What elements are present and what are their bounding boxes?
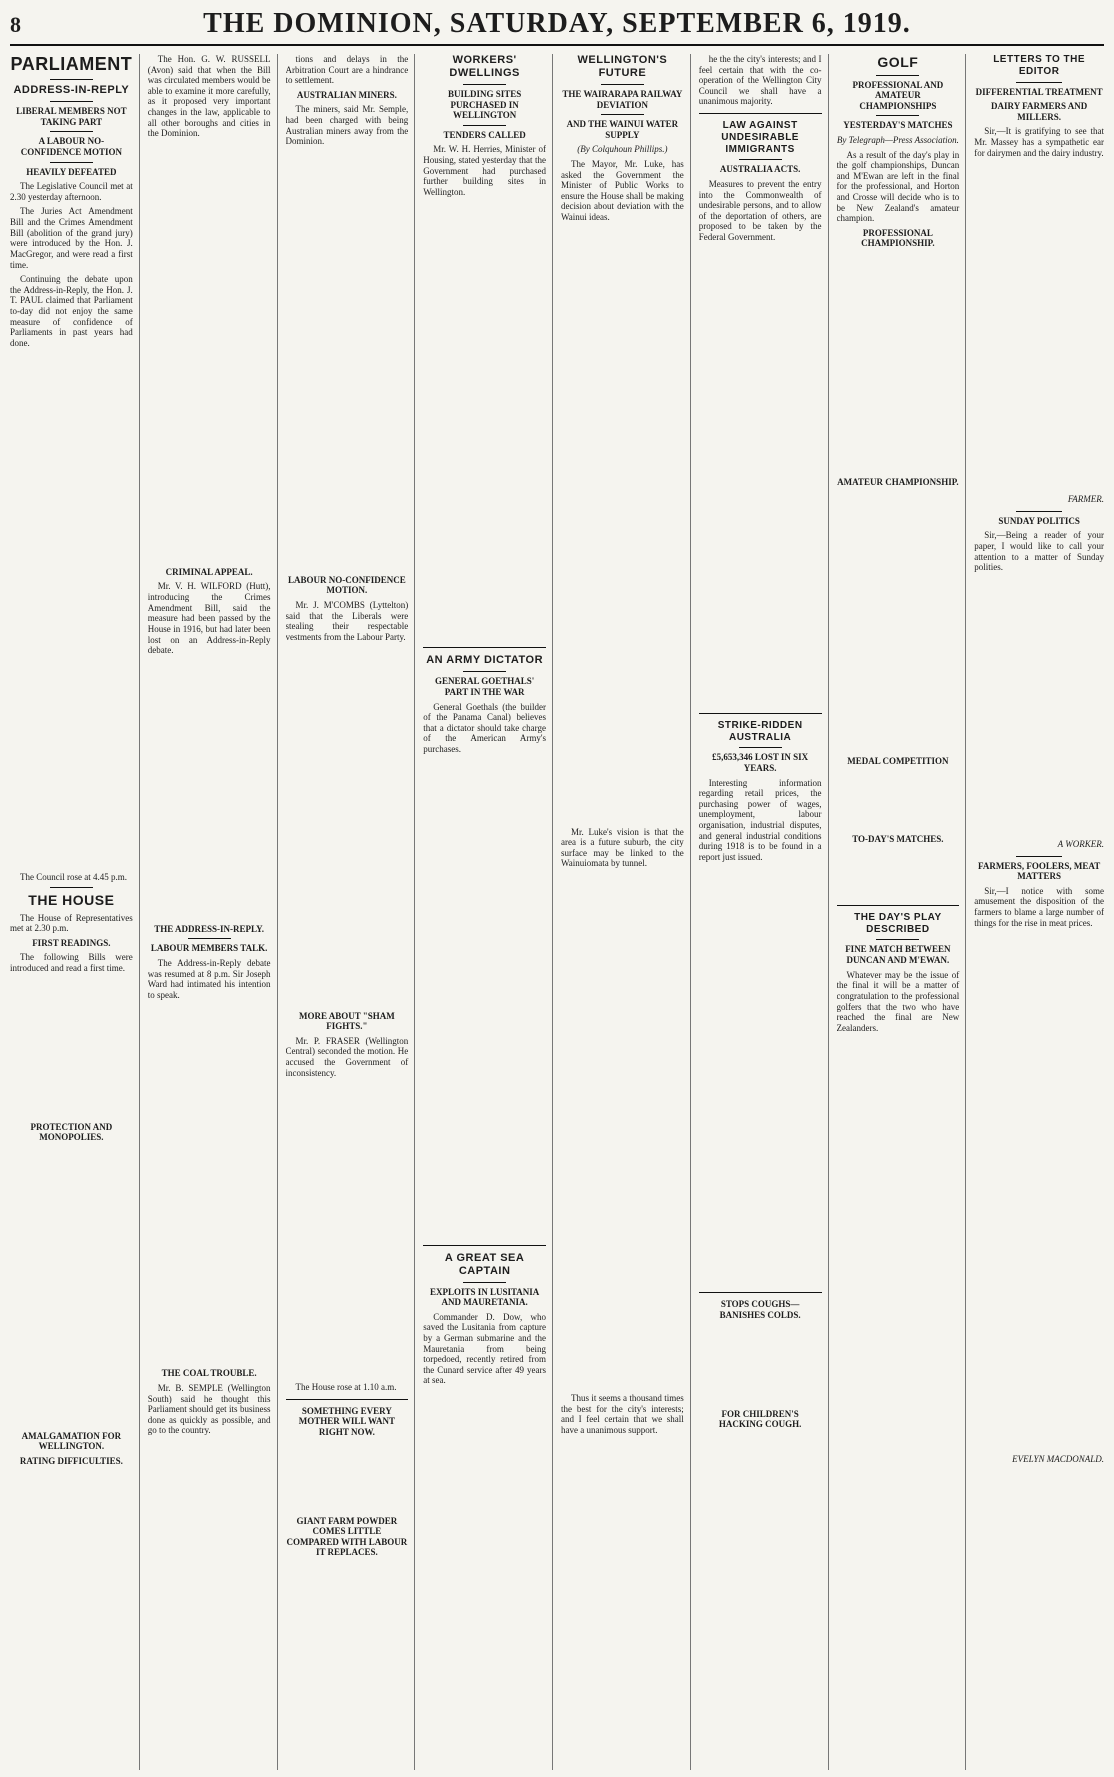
text-body-block [699,247,822,707]
text-body-block [561,873,684,1393]
article-paragraph: Mr. J. M'COMBS (Lyttelton) said that the Liberals were stealing their respectable vestments from the Labour Party. [285,600,409,642]
text-body-block [699,866,822,1286]
headline-letters: LETTERS TO THE EDITOR [993,54,1086,77]
divider [50,79,93,80]
letter-paragraph: Sir,—Being a reader of your paper, I would like to call your attention to a matter of Sunday polities. [974,530,1104,573]
subhead-yesterdays-matches: YESTERDAY'S MATCHES [843,120,953,131]
headline-days-play: THE DAY'S PLAY DESCRIBED [854,911,942,935]
headline-sea-captain: A GREAT SEA CAPTAIN [444,1251,525,1277]
article-paragraph: Mr. P. FRASER (Wellington Central) seconded the motion. He accused the Government of inconsistency. [285,1035,409,1078]
divider [423,647,546,648]
text-body-block [423,759,546,1239]
section-head-farmers-foolers: FARMERS, FOOLERS, MEAT MATTERS [978,860,1101,882]
masthead [10,8,1104,46]
divider [50,131,93,132]
divider [463,671,506,672]
article-paragraph: The following Bills were introduced and read a first time. [10,952,133,973]
subhead-liberal-members: LIBERAL MEMBERS NOT TAKING PART [16,106,127,127]
subhead-fine-match: FINE MATCH BETWEEN DUNCAN AND M'EWAN. [845,944,951,966]
page-number: 8 [10,12,21,37]
section-head-coal-trouble: THE COAL TROUBLE. [161,1368,257,1379]
section-head-sunday-politics: SUNDAY POLITICS [998,515,1080,526]
section-head-protection: PROTECTION AND MONOPOLIES. [30,1121,113,1143]
text-body-block [148,660,271,920]
text-body-block [10,1147,133,1427]
divider [50,887,93,888]
divider [50,101,93,102]
article-paragraph: The Legislative Council met at 2.30 yesterday afternoon. [10,181,133,202]
headline-strike-ridden: STRIKE-RIDDEN AUSTRALIA [717,719,803,743]
section-head-address-in-reply: THE ADDRESS-IN-REPLY. [154,923,265,934]
subhead-wainui-water: AND THE WAINUI WATER SUPPLY [566,119,679,140]
text-body-block [423,201,546,641]
article-paragraph: Mr. W. H. Herries, Minister of Housing, stated yesterday that the Government had purchased further building sites in Wellington. [423,144,546,197]
article-paragraph: Commander D. Dow, who saved the Lusitania from capture by a German submarine and the Mauretania from being torpedoed, recently retired from the Cunard service after 49 years at sea. [423,1311,546,1386]
subhead-heavily-defeated: HEAVILY DEFEATED [26,166,117,177]
article-paragraph: The House rose at 1.10 a.m. [295,1382,397,1393]
article-paragraph: Measures to prevent the entry into the Commonwealth of undesirable persons, and to allow of the deportation of others, are proposed to be taken by the Federal Government. [698,179,822,243]
article-paragraph: The Council rose at 4.45 p.m. [20,872,127,883]
headline-workers-dwellings: WORKERS' DWELLINGS [449,54,520,79]
divider [463,1282,506,1283]
divider [463,125,506,126]
advertisement-heading: FOR CHILDREN'S HACKING COUGH. [718,1408,802,1430]
subhead-differential: DIFFERENTIAL TREATMENT [975,86,1103,97]
divider [876,115,919,116]
column-4 [423,54,553,1770]
divider [837,905,960,906]
article-paragraph: The Juries Act Amendment Bill and the Crimes Amendment Bill (abolition of the grand jury) were introduced by the Hon. J. MacGregor, and were read a first time. [10,206,133,270]
text-body-block [837,849,960,899]
section-head-no-confidence: LABOUR NO-CONFIDENCE MOTION. [287,574,406,596]
divider [876,75,919,76]
subhead-dairy-farmers: DAIRY FARMERS AND MILLERS. [991,101,1088,122]
headline-wellingtons-future: WELLINGTON'S FUTURE [577,54,668,79]
subhead-lost-in-six-years: £5,653,346 LOST IN SIX YEARS. [712,752,809,773]
headline-army-dictator: AN ARMY DICTATOR [426,654,544,667]
article-paragraph: The Mayor, Mr. Luke, has asked the Government the Minister of Public Works to ensure the House shall be making decision about deviation with the Wainui ideas. [561,158,684,223]
text-body-block [286,151,409,571]
columns [10,54,1104,1770]
divider [876,939,919,940]
article-paragraph: tions and delays in the Arbitration Court are a hindrance to settlement. [285,54,409,86]
text-body-block [148,143,271,563]
masthead-title: THE DOMINION, SATURDAY, SEPTEMBER 6, 1919. [203,8,911,39]
article-paragraph: Mr. V. H. WILFORD (Hutt), introducing the Crimes Amendment Bill, said the measure had been passed by the House in 1916, but had later been lost on an Address-in-Reply debate. [147,581,271,656]
article-paragraph: Thus it seems a thousand times the best for the city's interests; and I feel certain that we shall have a unanimous support. [561,1393,684,1435]
divider [463,84,506,85]
subhead-tenders: TENDERS CALLED [443,129,526,140]
letter-signature: A WORKER. [1057,838,1104,849]
section-head-professional: PROFESSIONAL CHAMPIONSHIP. [861,227,935,249]
subhead-australia-acts: AUSTRALIA ACTS. [719,164,801,175]
text-body-block [286,1442,409,1512]
advertisement-heading: STOPS COUGHS—BANISHES COLDS. [719,1299,801,1320]
column-5 [561,54,691,1770]
subhead-championships: PROFESSIONAL AND AMATEUR CHAMPIONSHIPS [852,79,944,111]
article-paragraph: Mr. B. SEMPLE (Wellington South) said he thought this Parliament should get its business done as quickly as possible, and go to the country. [147,1383,271,1436]
letter-paragraph: Sir,—It is gratifying to see that Mr. Massey has a sympathetic ear for dairymen and the dairy industry. [974,126,1104,158]
subhead-labour-motion: A LABOUR NO-CONFIDENCE MOTION [20,136,122,158]
column-2 [148,54,278,1770]
article-paragraph: Interesting information regarding retail prices, the purchasing power of wages, unemployment, labour organisation, industrial disputes, and general industrial conditions during 1918 is to be found in a report just issued. [698,777,822,862]
section-head-criminal-appeal: CRIMINAL APPEAL. [165,566,253,577]
section-head-todays-matches: TO-DAY'S MATCHES. [852,834,944,845]
text-body-block [10,978,133,1118]
text-body-block [561,227,684,827]
divider [1016,511,1061,512]
article-paragraph: Continuing the debate upon the Address-in-Reply, the Hon. J. T. PAUL claimed that Parliament to-day did not enjoy the same measure of confidence of Parliaments in past years had done. [10,274,133,348]
divider [1016,856,1061,857]
headline-address-in-reply: ADDRESS-IN-REPLY [13,84,130,97]
section-head-sham-fights: MORE ABOUT "SHAM FIGHTS." [298,1010,395,1032]
subhead-building-sites: BUILDING SITES PURCHASED IN WELLINGTON [447,88,522,121]
divider [1016,82,1061,83]
article-paragraph: The House of Representatives met at 2.30 p.m. [10,912,133,934]
divider [601,84,644,85]
article-paragraph: Whatever may be the issue of the final it will be a matter of congratulation to the professional golfers that the two who have reached the final are New Zealanders. [836,969,960,1033]
text-body-block [974,162,1104,492]
section-head-rating: RATING DIFFICULTIES. [19,1456,123,1466]
text-body-block [286,647,409,1007]
subhead-wairarapa-railway: THE WAIRARAPA RAILWAY DEVIATION [562,88,683,110]
divider [739,159,782,160]
text-body-block [148,1004,271,1364]
headline-undesirable-immigrants: LAW AGAINST UNDESIRABLE IMMIGRANTS [721,120,799,155]
letter-signature: FARMER. [1067,494,1104,505]
text-body-block [837,253,960,473]
article-paragraph: General Goethals (the builder of the Panama Canal) believes that a dictator should take charge of the American Army's purchases. [423,701,546,755]
text-body-block [837,770,960,830]
column-7 [837,54,967,1770]
divider [699,713,822,714]
divider [601,114,644,115]
article-paragraph: The miners, said Mr. Semple, had been charged with being Australian miners away from the Dominion. [285,104,409,147]
advertisement-heading: GIANT FARM POWDER COMES LITTLE COMPARED WITH LABOUR IT REPLACES. [286,1515,408,1558]
letter-paragraph: Sir,—I notice with some amusement the disposition of the farmers to blame a large number of things for the rise in meat prices. [974,885,1104,928]
byline: (By Colquhoun Phillips.) [577,144,668,155]
text-body-block [10,352,133,872]
divider [423,1245,546,1246]
byline: By Telegraph—Press Association. [836,134,959,145]
divider [699,113,822,114]
text-body-block [974,932,1104,1452]
text-body-block [699,1325,822,1405]
section-head-amalgamation: AMALGAMATION FOR WELLINGTON. [21,1430,122,1452]
column-3 [286,54,416,1770]
article-paragraph: Mr. Luke's vision is that the area is a future suburb, the city surface may be linked to the Wainuiomata by tunnel. [561,826,684,869]
section-head-australian-miners: AUSTRALIAN MINERS. [296,89,397,100]
subhead-general-goethals: GENERAL GOETHALS' PART IN THE WAR [434,676,535,697]
headline-parliament: PARLIAMENT [10,54,133,74]
text-body-block [286,1082,409,1382]
divider [699,1292,822,1293]
text-body-block [837,492,960,752]
section-head-medal: MEDAL COMPETITION [847,755,949,766]
divider [286,1399,409,1400]
text-body-block [974,577,1104,837]
divider [739,747,782,748]
divider [188,938,231,939]
advertisement-heading: SOMETHING EVERY MOTHER WILL WANT RIGHT NOW. [298,1405,395,1438]
section-head-amateur: AMATEUR CHAMPIONSHIP. [837,477,959,488]
headline-golf: GOLF [877,54,919,70]
column-6 [699,54,829,1770]
article-paragraph: The Hon. G. W. RUSSELL (Avon) said that when the Bill was circulated members would be able to examine it more carefully, as it proposed very important changes in the law, applicable to all other boroughs and cities in the Dominion. [147,54,271,139]
column-8 [974,54,1104,1770]
article-paragraph: The Address-in-Reply debate was resumed at 8 p.m. Sir Joseph Ward had intimated his intention to speak. [147,957,271,1000]
column-1 [10,54,140,1770]
article-paragraph: he the the city's interests; and I feel certain that with the co-operation of the Wellington City Council we shall have a unanimous majority. [698,54,822,107]
subhead-lusitania: EXPLOITS IN LUSITANIA AND MAURETANIA. [429,1286,540,1308]
article-paragraph: As a result of the day's play in the golf championships, Duncan and M'Ewan are left in the final for the professional, and Horton and Crosse will decide who is to be New Zealand's amateur champion. [836,149,960,224]
headline-the-house: THE HOUSE [28,892,115,908]
section-head-first-readings: FIRST READINGS. [32,937,111,948]
letter-signature: EVELYN MACDONALD. [1012,1454,1104,1465]
section-head-labour-members: LABOUR MEMBERS TALK. [150,943,268,954]
divider [50,162,93,163]
